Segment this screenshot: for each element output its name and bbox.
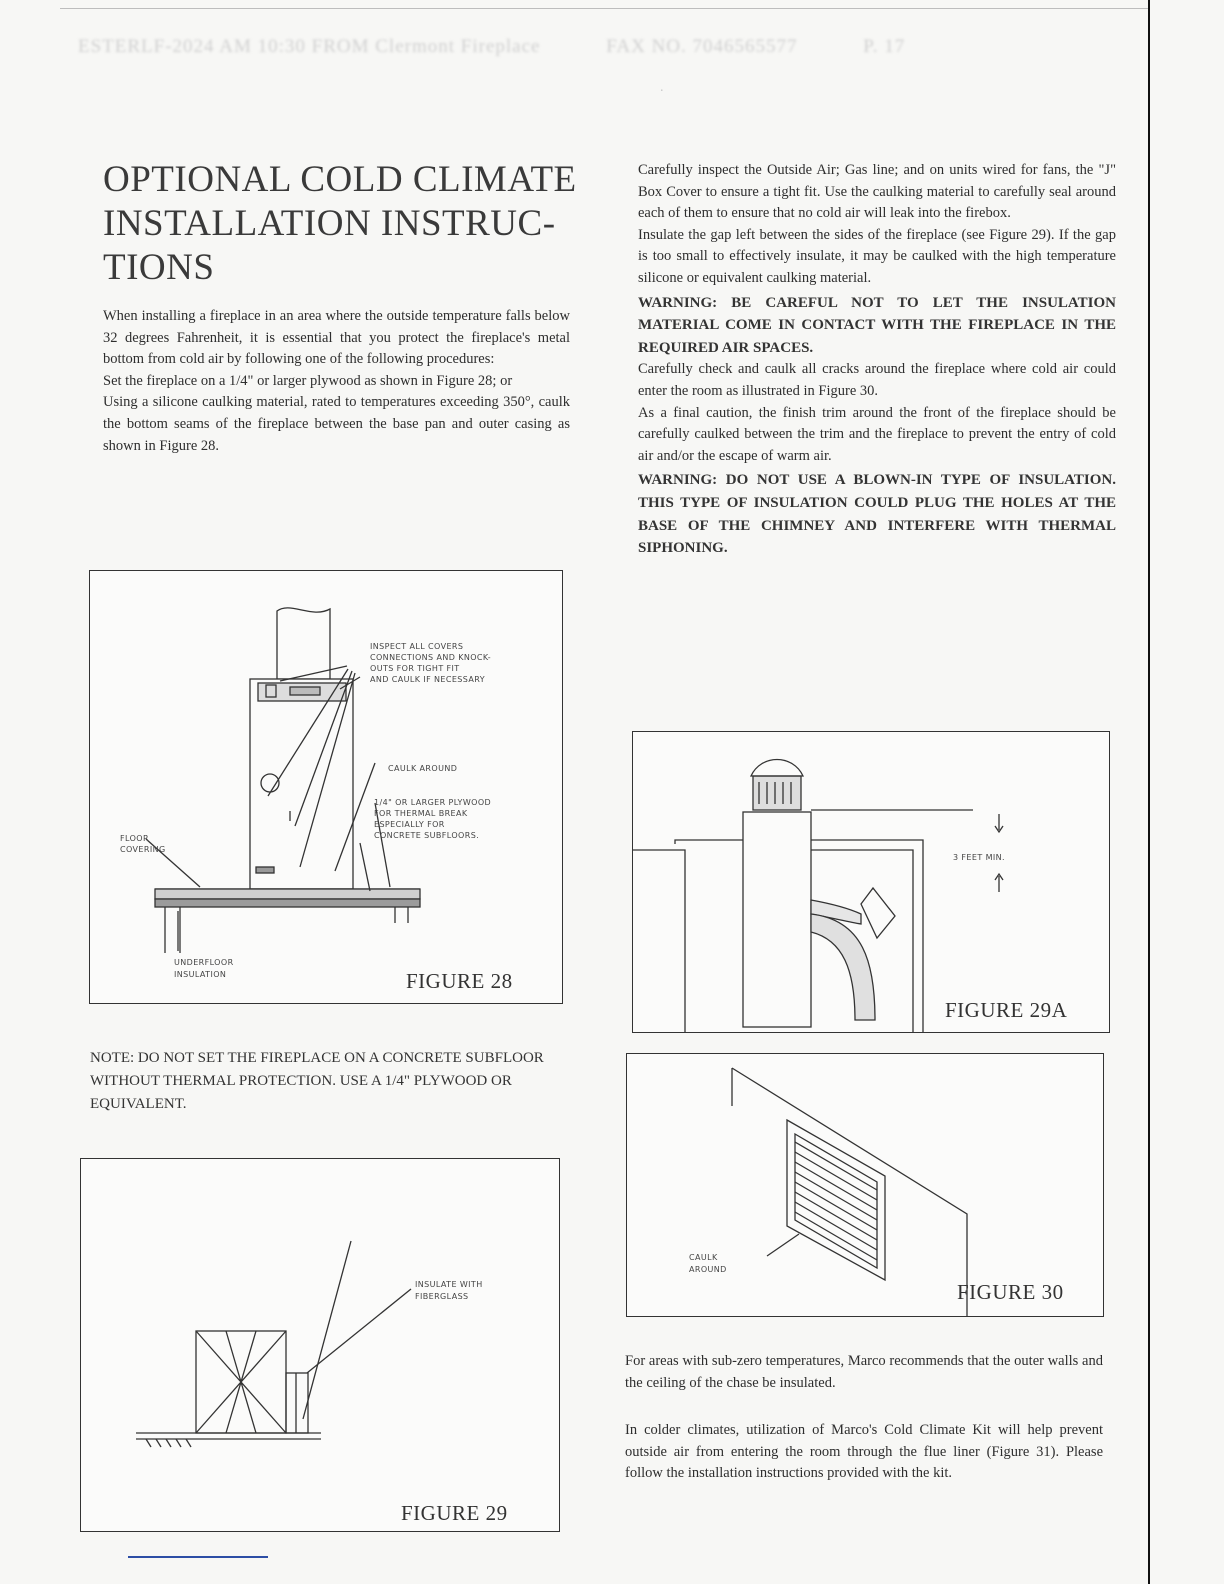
fig28-floor-label-1: FLOOR [120, 834, 149, 843]
figure-28-caption: FIGURE 28 [406, 969, 513, 993]
fig28-underfloor-label-2: INSULATION [174, 970, 227, 979]
cold-climate-kit-paragraph: In colder climates, utilization of Marco's Cold Climate Kit will help prevent outside air from entering the room through the flue liner (Figure 31). Please follow the installation instructions provided with the kit. [625, 1422, 1103, 1482]
figure-29a-drawing [633, 732, 1109, 1032]
bottom-rule [128, 1556, 268, 1558]
figure-28 [89, 570, 563, 1004]
fax-header-right: P. 17 [863, 36, 906, 57]
fig28-underfloor-label-1: UNDERFLOOR [174, 958, 234, 967]
figure-29a [632, 731, 1110, 1033]
fig28-plywood-label-2: FOR THERMAL BREAK [374, 809, 468, 818]
plywood-paragraph: Set the fireplace on a 1/4" or larger plywood as shown in Figure 28; or [103, 372, 513, 389]
page-right-edge [1148, 0, 1150, 1584]
page-top-edge [60, 8, 1148, 9]
figure-29-caption: FIGURE 29 [401, 1501, 508, 1525]
fig29-insulate-label-1: INSULATE WITH [415, 1280, 483, 1289]
figure-29-drawing [81, 1159, 559, 1531]
fig28-inspect-label-1: INSPECT ALL COVERS [370, 642, 464, 651]
figure-30-drawing [627, 1054, 1103, 1316]
cracks-paragraph: Carefully check and caulk all cracks around the fireplace where cold air could enter the room as illustrated in Figure 30. [638, 361, 1116, 399]
page-title: OPTIONAL COLD CLIMATE INSTALLATION INSTRUC-TIONS [103, 159, 577, 288]
left-column-text [103, 306, 570, 457]
blown-in-warning: WARNING: DO NOT USE A BLOWN-IN TYPE OF INSULATION. THIS TYPE OF INSULATION COULD PLUG THE HOLES AT THE BASE OF THE CHIMNEY AND INTERFERE WITH THERMAL SIPHONING. [638, 472, 1116, 557]
inspect-paragraph: Carefully inspect the Outside Air; Gas line; and on units wired for fans, the "J" Box Cover to ensure a tight fit. Use the caulking material to carefully seal around each of them to ensure that no cold air will leak into the firebox. [638, 162, 1116, 222]
fig28-plywood-label-1: 1/4" OR LARGER PLYWOOD [374, 798, 492, 807]
silicone-paragraph: Using a silicone caulking material, rated to temperatures exceeding 350°, caulk the bottom seams of the fireplace between the base pan and outer casing as shown in Figure 28. [103, 394, 570, 454]
fig28-inspect-label-4: AND CAULK IF NECESSARY [370, 675, 486, 684]
fig28-plywood-label-4: CONCRETE SUBFLOORS. [374, 831, 480, 840]
figure-29a-caption: FIGURE 29A [945, 998, 1068, 1022]
fig29a-min-label: 3 FEET MIN. [953, 853, 1005, 862]
intro-paragraph: When installing a fireplace in an area where the outside temperature falls below 32 degrees Fahrenheit, it is essential that you protect the fireplace's metal bottom from cold air by following one of the following procedures: [103, 308, 570, 368]
final-caution-paragraph: As a final caution, the finish trim around the front of the fireplace should be carefully caulked between the trim and the fireplace to prevent the entry of cold air and/or the escape of warm air. [638, 404, 1116, 464]
fig30-caulk-label-2: AROUND [689, 1265, 727, 1274]
fig30-caulk-label-1: CAULK [689, 1253, 718, 1262]
fax-header [78, 36, 1138, 58]
fig28-inspect-label-2: CONNECTIONS AND KNOCK- [370, 653, 492, 662]
scan-mark: . [660, 80, 664, 95]
sub-zero-paragraph: For areas with sub-zero temperatures, Marco recommends that the outer walls and the ceiling of the chase be insulated. [625, 1353, 1103, 1391]
figure-30-caption: FIGURE 30 [957, 1280, 1064, 1304]
fig28-floor-label-2: COVERING [120, 845, 166, 854]
figure-29 [80, 1158, 560, 1532]
figure-30 [626, 1053, 1104, 1317]
concrete-subfloor-note: NOTE: DO NOT SET THE FIREPLACE ON A CONCRETE SUBFLOOR WITHOUT THERMAL PROTECTION. USE A 1/4" PLYWOOD OR EQUIVALENT. [90, 1050, 544, 1112]
fax-header-center: FAX NO. 7046565577 [606, 36, 798, 57]
fig29-insulate-label-2: FIBERGLASS [415, 1292, 469, 1301]
figure-28-drawing [90, 571, 562, 1003]
fig28-caulk-label: CAULK AROUND [388, 764, 458, 773]
insulation-contact-warning: WARNING: BE CAREFUL NOT TO LET THE INSULATION MATERIAL COME IN CONTACT WITH THE FIREPLACE IN THE REQUIRED AIR SPACES. [638, 294, 1116, 356]
fig28-plywood-label-3: ESPECIALLY FOR [374, 820, 445, 829]
insulate-gap-paragraph: Insulate the gap left between the sides of the fireplace (see Figure 29). If the gap is too small to effectively insulate, it may be caulked with the high temperature silicone or equivalent caulking material. [638, 226, 1116, 286]
right-column-text [638, 160, 1116, 560]
fig28-inspect-label-3: OUTS FOR TIGHT FIT [370, 664, 460, 673]
fax-header-left: ESTERLF-2024 AM 10:30 FROM Clermont Fireplace [78, 36, 541, 57]
